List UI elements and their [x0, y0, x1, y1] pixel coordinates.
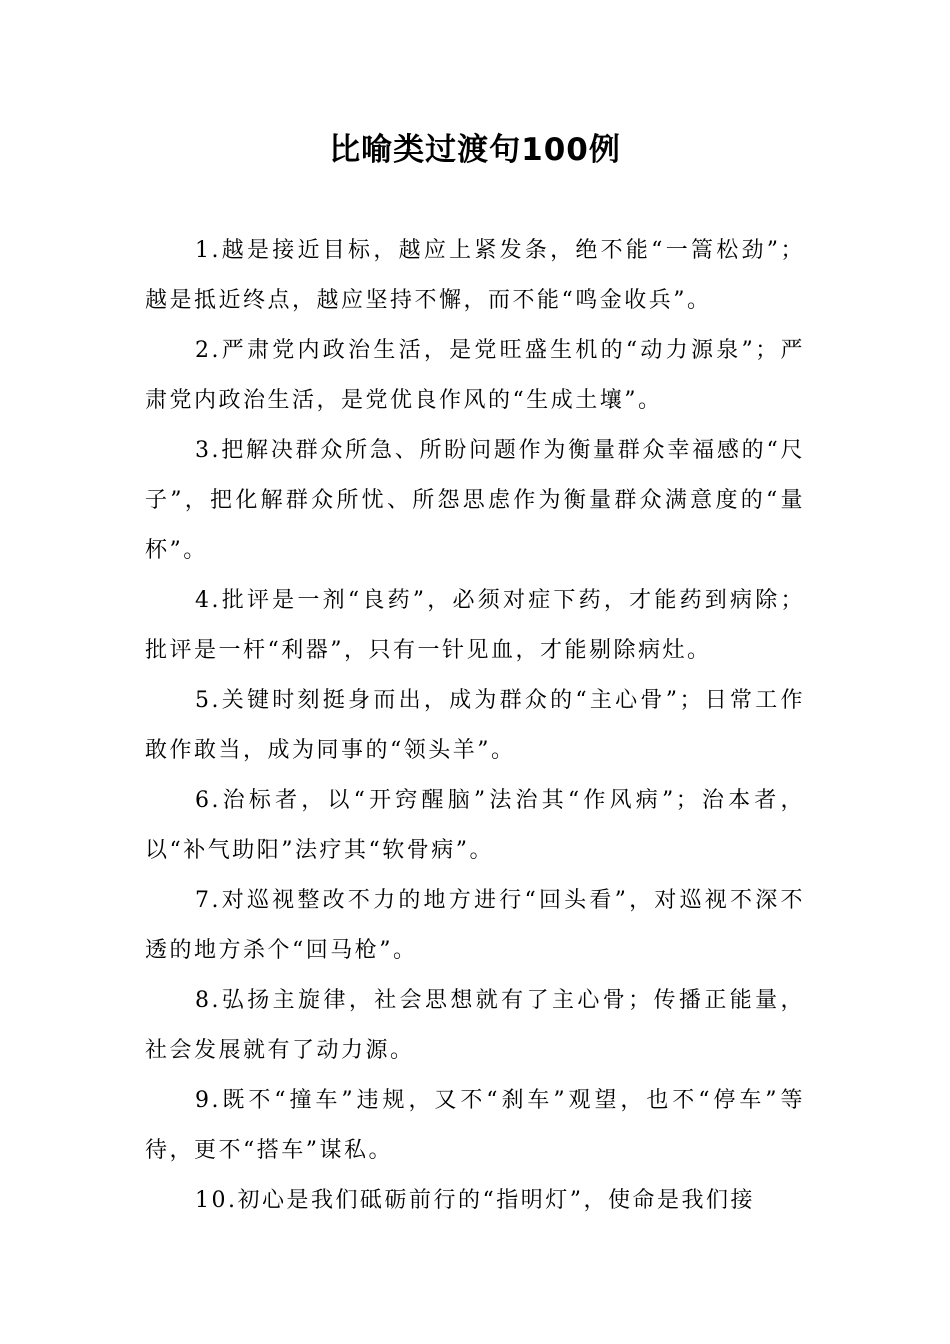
paragraph-10: 10.初心是我们砥砺前行的“指明灯”，使命是我们接 [195, 1188, 755, 1213]
paragraph-8: 8.弘扬主旋律，社会思想就有了主心骨；传播正能量，社会发展就有了动力源。 [145, 988, 805, 1063]
paragraph-9: 9.既不“撞车”违规，又不“刹车”观望，也不“停车”等待，更不“搭车”谋私。 [145, 1088, 805, 1163]
paragraph-3: 3.把解决群众所急、所盼问题作为衡量群众幸福感的“尺子”，把化解群众所忧、所怨思虑作为衡量群众满意度的“量杯”。 [145, 438, 805, 563]
paragraph-4: 4.批评是一剂“良药”，必须对症下药，才能药到病除；批评是一杆“利器”，只有一针见血，才能剔除病灶。 [145, 588, 805, 663]
paragraph-7: 7.对巡视整改不力的地方进行“回头看”，对巡视不深不透的地方杀个“回马枪”。 [145, 888, 805, 963]
document-title: 比喻类过渡句100例 [329, 132, 621, 168]
document-body [145, 226, 805, 1226]
paragraph-5: 5.关键时刻挺身而出，成为群众的“主心骨”；日常工作敢作敢当，成为同事的“领头羊”。 [145, 688, 805, 763]
paragraph-2: 2.严肃党内政治生活，是党旺盛生机的“动力源泉”；严肃党内政治生活，是党优良作风的“生成土壤”。 [145, 338, 805, 413]
paragraph-6: 6.治标者，以“开窍醒脑”法治其“作风病”；治本者，以“补气助阳”法疗其“软骨病”。 [145, 788, 805, 863]
paragraph-1: 1.越是接近目标，越应上紧发条，绝不能“一篙松劲”；越是抵近终点，越应坚持不懈，而不能“鸣金收兵”。 [145, 238, 805, 313]
